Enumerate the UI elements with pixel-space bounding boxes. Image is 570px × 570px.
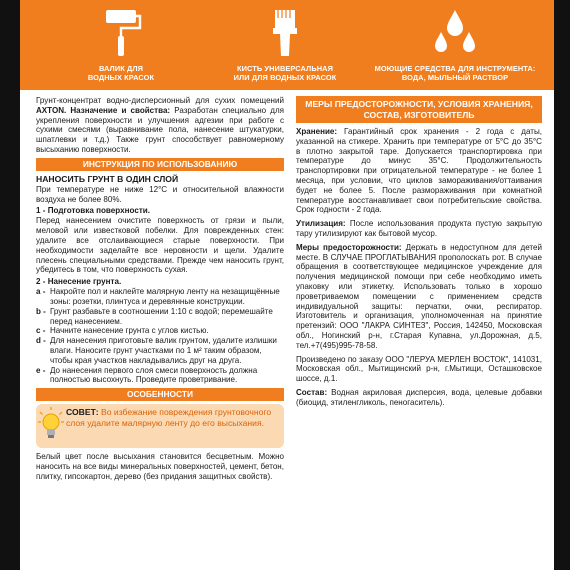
step-item	[36, 366, 284, 386]
intro-lead: Грунт-концентрат водно-дисперсионный для сухих помещений	[36, 96, 284, 105]
label-sheet	[20, 0, 554, 570]
storage-paragraph	[296, 127, 542, 215]
intro-brand: AXTON. Назначение и свойства:	[36, 105, 171, 115]
drops-block	[370, 6, 540, 82]
step-text: Накройте пол и наклейте малярную ленту на незащищённые зоны: розетки, плинтуса и деревянные конструкции.	[50, 287, 280, 306]
step-key: b -	[36, 306, 46, 316]
paint-brush-icon	[265, 6, 305, 60]
precautions-label: Меры предосторожности:	[296, 242, 402, 252]
step-item	[36, 287, 284, 307]
precautions-text: Держать в недоступном для детей месте. В СЛУЧАЕ ПРОГЛАТЫВАНИЯ прополоскать рот. В случае обращения в соответствующее медицинское учреждение для получения медицинской помощи при себе необходимо иметь упаковку или этикетку. Использовать только в хорошо проветриваемом помещении с применением средств индивидуальной защиты: перчатки, очки, респиратор. Изготовитель и организация, уполномоченная на принятие претензий: ООО "ЛАКРА СИНТЕЗ", Россия, 142450, Московская обл., Ногинский р-н, г.Старая Купавна, ул.Дорожная, д.5, тел.+7(495)995-78-58.	[296, 242, 542, 350]
prep-heading: 1 - Подготовка поверхности.	[36, 206, 151, 216]
tip-body: Во избежание повреждения грунтовочного слоя удалите малярную ленту до его высыхания.	[66, 407, 272, 428]
right-column	[296, 96, 542, 408]
left-edge-strip	[0, 0, 20, 570]
step-key: e -	[36, 365, 46, 375]
right-edge-strip	[554, 0, 570, 570]
tools-header-band	[20, 0, 554, 90]
water-drops-icon	[428, 6, 482, 60]
step-item	[36, 307, 284, 327]
storage-text: Гарантийный срок хранения - 2 года с даты, указанной на стикере. Хранить при температуре от 5°С до 35°С в плотно закрытой таре. Допускается транспортировка при температуре до минус 35°С. Продолжительность транспортировки при отрицательной температуре - не более 1 месяца, при условии, что циклов замораживания/оттаивания будет не более 5. После размораживания при комнатной температуре восстанавливает свои потребительские свойства. Срок годности - 2 года.	[296, 127, 542, 215]
step-text: До нанесения первого слоя смеси поверхность должна полностью высохнуть. Проведите проветривание.	[50, 365, 258, 385]
prep-text: Перед нанесением очистите поверхность от грязи и пыли, меловой или известковой побелки. Для поврежденных стен: удалите все отслаивающиеся старые поверхности. При необходимости заделайте все неровности и щели. Удалите плесень специальными средствами. Прежде чем наносить грунт, убедитесь в том, что поверхность сухая.	[36, 216, 284, 275]
step-item	[36, 326, 284, 336]
composition-text: Водная акриловая дисперсия, вода, целевые добавки (биоцид, этиленгликоль, пеногаситель).	[296, 387, 542, 407]
tip-text	[66, 407, 280, 428]
disposal-text: После использования продукта пустую закрытую тару утилизируют как бытовой мусор.	[296, 219, 542, 238]
step-key: c -	[36, 326, 46, 336]
features-title: ОСОБЕННОСТИ	[36, 388, 284, 401]
steps-list	[36, 287, 284, 385]
tip-box	[36, 404, 284, 448]
step-key: a -	[36, 287, 46, 297]
order-paragraph: Произведено по заказу ООО "ЛЕРУА МЕРЛЕН ВОСТОК", 141031, Московская обл., Мытищинский р-н, г.Мытищи, Осташковское шоссе, д.1.	[296, 354, 542, 384]
disposal-paragraph	[296, 219, 542, 239]
step-key: d -	[36, 336, 46, 346]
intro-text: Разработан специально для укрепления поверхности и улучшения адгезии при работе с сухими смесями (выравнивание пола, нанесение штукатурки, шпатлевки и т.д.) Также грунт способствует равномерному высыханию поверхности.	[36, 105, 285, 154]
apply-subheading: 2 - Нанесение грунта.	[36, 277, 122, 287]
step-text: Начните нанесение грунта с углов кистью.	[50, 326, 209, 336]
precautions-paragraph	[296, 243, 542, 351]
roller-block	[36, 6, 206, 82]
apply-heading: НАНОСИТЬ ГРУНТ В ОДИН СЛОЙ	[36, 173, 179, 184]
conditions-text: При температуре не ниже 12°С и относительной влажности воздуха не более 80%.	[36, 184, 284, 204]
drops-caption: МОЮЩИЕ СРЕДСТВА ДЛЯ ИНСТРУМЕНТА: ВОДА, МЫЛЬНЫЙ РАСТВОР	[374, 64, 536, 82]
features-text: Белый цвет после высыхания становится бесцветным. Можно наносить на все виды минеральных поверхностей, цемент, бетон, плитку, гипсокартон, дерево (без придания защитных свойств).	[36, 452, 284, 481]
safety-title: МЕРЫ ПРЕДОСТОРОЖНОСТИ, УСЛОВИЯ ХРАНЕНИЯ, СОСТАВ, ИЗГОТОВИТЕЛЬ	[296, 96, 542, 123]
left-column	[36, 96, 284, 482]
composition-paragraph	[296, 388, 542, 408]
brush-block	[200, 6, 370, 82]
paint-roller-icon	[98, 6, 144, 60]
intro-paragraph	[36, 96, 284, 155]
step-text: Грунт разбавьте в соотношении 1:10 с водой; перемешайте перед нанесением.	[50, 306, 273, 326]
disposal-label: Утилизация:	[296, 219, 346, 229]
instructions-title: ИНСТРУКЦИЯ ПО ИСПОЛЬЗОВАНИЮ	[36, 158, 284, 171]
roller-caption: ВАЛИК ДЛЯ ВОДНЫХ КРАСОК	[87, 64, 155, 82]
step-item	[36, 336, 284, 365]
tip-label: СОВЕТ:	[66, 407, 99, 418]
brush-caption: КИСТЬ УНИВЕРСАЛЬНАЯ ИЛИ ДЛЯ ВОДНЫХ КРАСОК	[233, 64, 337, 82]
composition-label: Состав:	[296, 387, 328, 397]
storage-label: Хранение:	[296, 127, 338, 136]
lightbulb-icon	[38, 407, 64, 441]
step-text: Для нанесения приготовьте валик грунтом, удалите излишки влаги. Наносите грунт участками по 1 м² таким образом, чтобы края участков накладывались друг на друга.	[50, 336, 277, 365]
